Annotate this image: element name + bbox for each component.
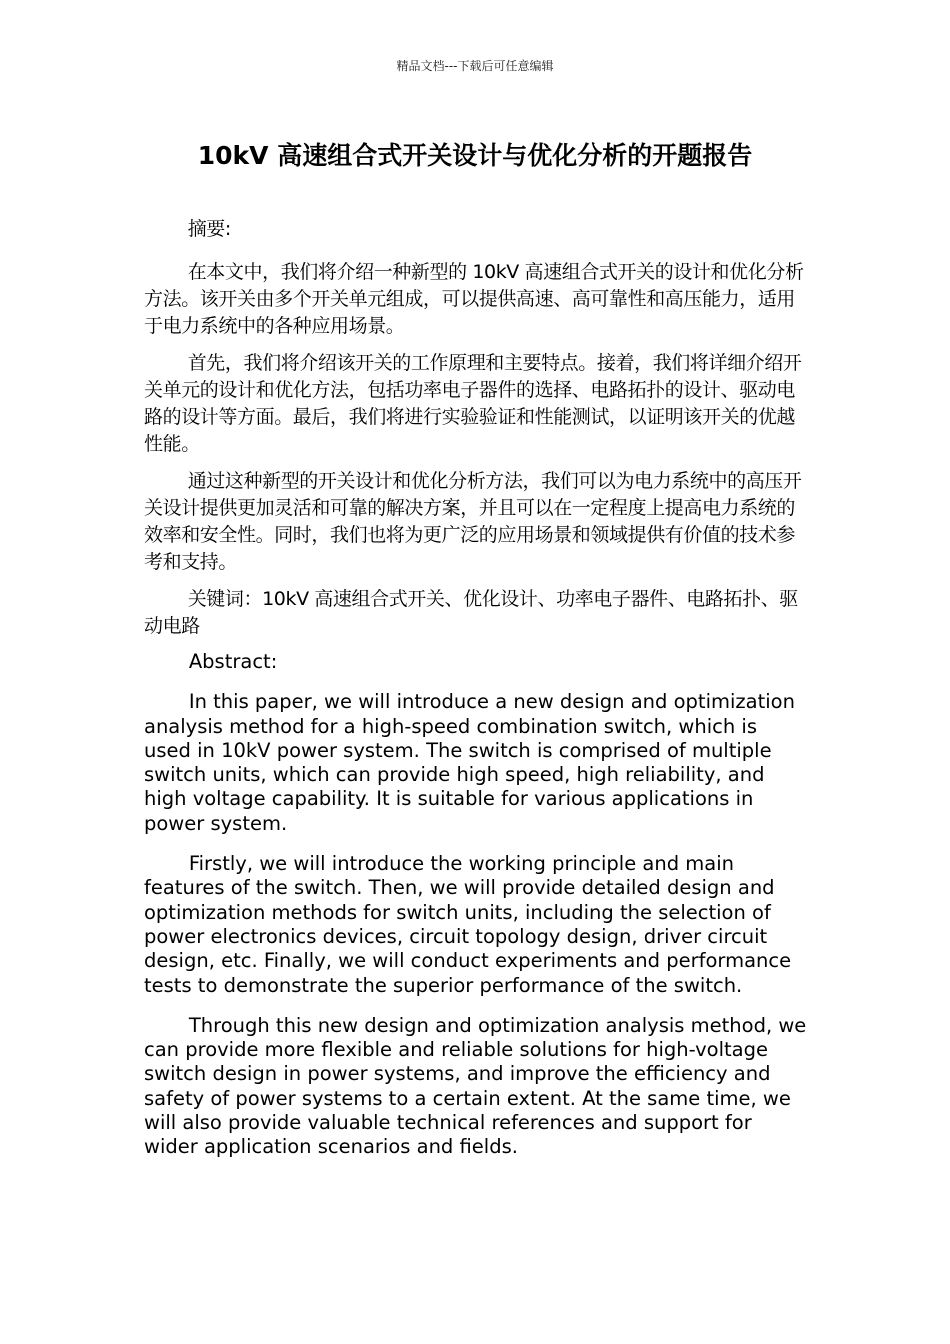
en-abstract-paragraph: Firstly, we will introduce the working principle and main features of the switch. Then, we will provide detailed design and optimization methods for switch units, including the selection of power electronics devices, circuit topology design, driver circuit design, etc. Finally, we will conduct experiments and performance tests to demonstrate the superior performance of the switch. <box>144 852 792 997</box>
keywords: 关键词：10kV 高速组合式开关、优化设计、功率电子器件、电路拓扑、驱动电路 <box>144 588 798 637</box>
en-abstract-heading: Abstract: <box>188 650 278 673</box>
cn-abstract-paragraph: 在本文中，我们将介绍一种新型的 10kV 高速组合式开关的设计和优化分析方法。该开关由多个开关单元组成，可以提供高速、高可靠性和高压能力，适用于电力系统中的各种应用场景。 <box>144 261 804 337</box>
en-abstract-paragraph: Through this new design and optimization analysis method, we can provide more flexible and reliable solutions for high-voltage switch design in power systems, and improve the efficiency and safety of power systems to a certain extent. At the same time, we will also provide valuable technical references and support for wider application scenarios and fields. <box>144 1013 807 1159</box>
cn-abstract-heading: 摘要: <box>187 218 231 240</box>
en-abstract-paragraph: In this paper, we will introduce a new design and optimization analysis method for a high-speed combination switch, which is used in 10kV power system. The switch is comprised of multiple switch units, which can provide high speed, high reliability, and high voltage capability. It is suitable for various applications in power system. <box>144 690 795 835</box>
document-title: 10kV 高速组合式开关设计与优化分析的开题报告 <box>197 141 753 170</box>
cn-abstract-paragraph: 首先，我们将介绍该开关的工作原理和主要特点。接着，我们将详细介绍开关单元的设计和优化方法，包括功率电子器件的选择、电路拓扑的设计、驱动电路的设计等方面。最后，我们将进行实验验证和性能测试，以证明该开关的优越性能。 <box>144 352 802 455</box>
document-body <box>144 216 809 1160</box>
cn-abstract-paragraph: 通过这种新型的开关设计和优化分析方法，我们可以为电力系统中的高压开关设计提供更加灵活和可靠的解决方案，并且可以在一定程度上提高电力系统的效率和安全性。同时，我们也将为更广泛的应用场景和领域提供有价值的技术参考和支持。 <box>144 470 802 573</box>
header-note: 精品文档---下载后可任意编辑 <box>396 59 554 73</box>
